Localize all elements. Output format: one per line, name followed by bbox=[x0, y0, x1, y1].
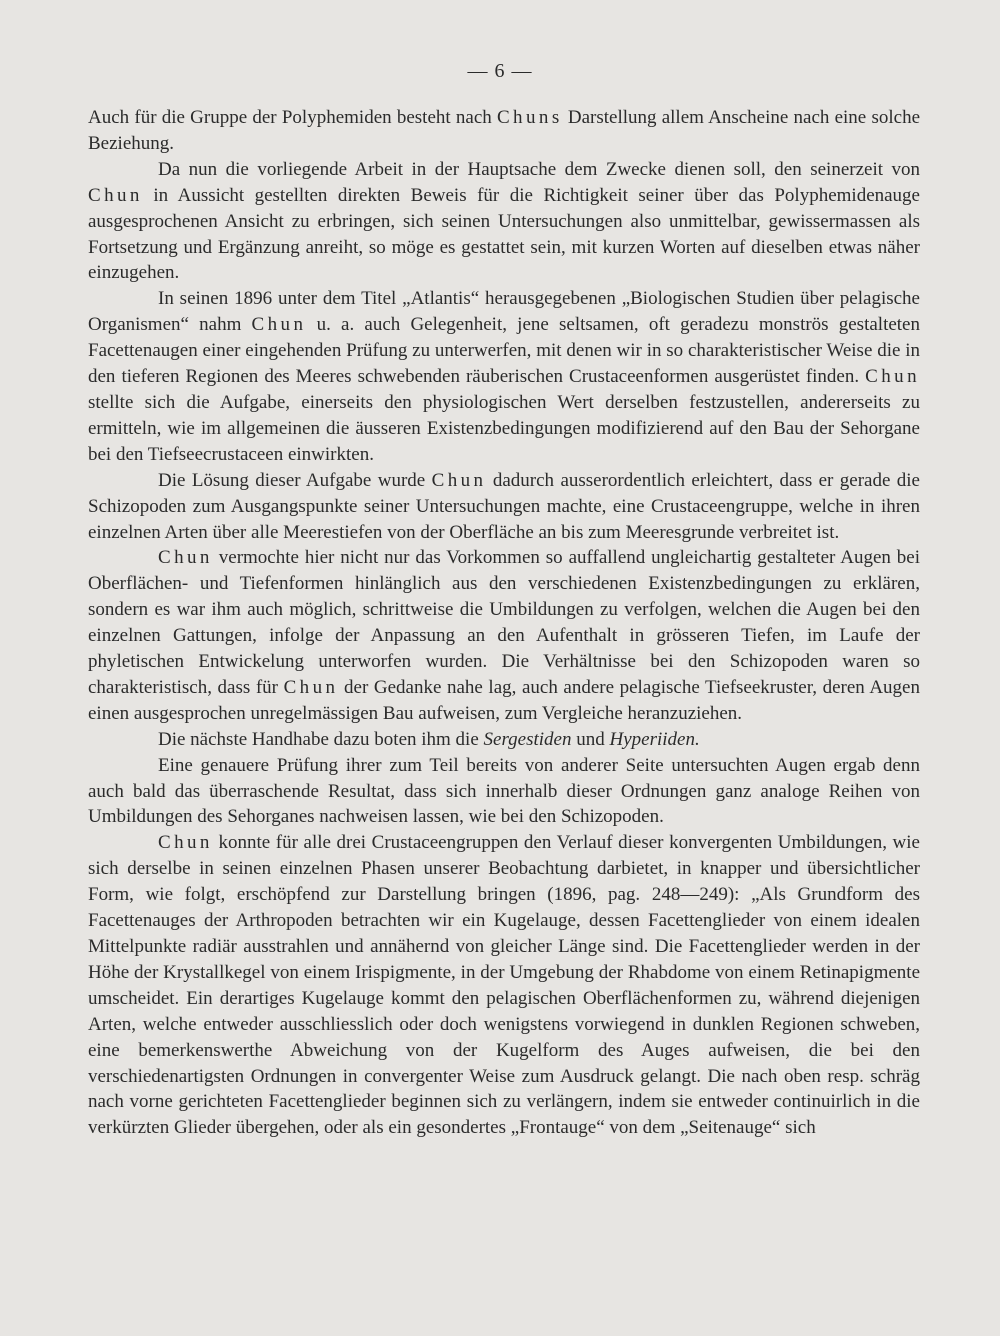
author-name: Chun bbox=[865, 366, 920, 388]
text-run: in Aussicht gestellten direkten Beweis für die Richtigkeit seiner über das Polyphemidenauge ausgesprochenen Ansicht zu erbringen, sich seinen Untersuchungen also unmittelbar, gewissermassen als Fortsetzung und Ergänzung anreiht, so möge es gestattet sein, mit kurzen Worten auf dieselben etwas näher einzugehen. bbox=[88, 184, 920, 284]
author-name: Chun bbox=[88, 184, 143, 206]
text-run: vermochte hier nicht nur das Vorkommen so auffallend ungleichartig gestalteter Augen bei Oberflächen- und Tiefenformen hinlänglich aus den verschiedenen Existenzbedingungen zu erklären, sondern es war ihm auch möglich, schrittweise die Umbildungen zu verfolgen, welchen die Augen bei den einzelnen Gattungen, infolge der Anpassung an den Aufenthalt in grösseren Tiefen, im Laufe der phyletischen Entwickelung unterworfen wurden. Die Verhältnisse bei den Schizopoden waren so charakteristisch, dass für bbox=[88, 547, 920, 698]
paragraph bbox=[88, 157, 920, 287]
paragraph bbox=[88, 545, 920, 726]
taxon-name: Sergestiden bbox=[483, 728, 572, 750]
text-run: Die nächste Handhabe dazu boten ihm die bbox=[158, 728, 484, 750]
text-run: Da nun die vorliegende Arbeit in der Hauptsache dem Zwecke dienen soll, den seinerzeit von bbox=[158, 158, 920, 180]
author-name: Chun bbox=[431, 469, 487, 491]
text-run: Eine genauere Prüfung ihrer zum Teil bereits von anderer Seite untersuchten Augen ergab denn auch bald das überraschende Resultat, dass sich innerhalb dieser Ordnungen ganz analoge Reihen von Umbildungen des Sehorganes nachweisen lassen, wie bei den Schizopoden. bbox=[88, 754, 920, 828]
text-run: Die Lösung dieser Aufgabe wurde bbox=[158, 469, 432, 491]
author-name: Chun bbox=[158, 832, 213, 854]
author-name: Chuns bbox=[496, 107, 563, 128]
author-name: Chun bbox=[251, 314, 307, 336]
text-run: stellte sich die Aufgabe, einerseits den physiologischen Wert derselben festzustellen, andererseits zu ermitteln, wie im allgemeinen die äusseren Existenzbedingungen modifizierend auf den Bau der Sehorgane bei den Tiefseecrustaceen einwirkten. bbox=[88, 391, 920, 465]
paragraph bbox=[88, 286, 920, 467]
text-run: In seinen 1896 unter dem Titel „Atlantis“ herausgegebenen „Biologischen Studien über pelagische Organismen“ nahm bbox=[88, 288, 920, 336]
author-name: Chun bbox=[158, 547, 213, 569]
text-run: Auch für die Gruppe der Polyphemiden besteht nach bbox=[88, 107, 497, 128]
taxon-name: Hyperiiden. bbox=[609, 728, 700, 750]
text-run: und bbox=[571, 728, 610, 750]
page-number: — 6 — bbox=[467, 60, 533, 82]
paragraph bbox=[88, 727, 920, 753]
paragraph bbox=[88, 105, 920, 157]
text-run: konnte für alle drei Crustaceengruppen den Verlauf dieser konvergenten Umbildungen, wie sich derselbe in seinen einzelnen Phasen unserer Beobachtung darbietet, in knapper und übersichtlicher Form, wie folgt, erschöpfend zur Darstellung bringen (1896, pag. 248—249): „Als Grundform des Facettenauges der Arthropoden betrachten wir ein Kugelauge, dessen Facettenglieder von einem idealen Mittelpunkte radiär ausstrahlen und annähernd von gleicher Länge sind. Die Facettenglieder werden in der Höhe der Krystallkegel von einem Irispigmente, in der Umgebung der Rhabdome von einem Retinapigmente umscheidet. Ein derartiges Kugelauge kommt den pelagischen Oberflächenformen zu, während diejenigen Arten, welche entweder ausschliesslich oder doch wenigstens vorwiegend in dunklen Regionen schweben, eine bemerkenswerthe Abweichung von der Kugelform des Auges aufweisen, die bei den verschiedenartigsten Ordnungen in convergenter Weise zum Ausdruck gelangt. Die nach oben resp. schräg nach vorne gerichteten Facettenglieder beginnen sich zu verlängern, indem sie entweder continuirlich in die verkürzten Glieder übergehen, oder als ein gesondertes „Frontauge“ von dem „Seitenauge“ sich bbox=[88, 832, 920, 1139]
text-run: u. a. auch Gelegenheit, jene seltsamen, oft geradezu monströs gestalteten Facettenaugen einer eingehenden Prüfung zu unterwerfen, mit denen wir in so charakteristischer Weise die in den tieferen Regionen des Meeres schwebenden räuberischen Crustaceenformen ausgerüstet finden. bbox=[88, 314, 920, 388]
paragraph bbox=[88, 830, 920, 1141]
paragraph bbox=[88, 468, 920, 546]
text-run: der Gedanke nahe lag, auch andere pelagische Tiefseekruster, deren Augen einen ausgesprochen unregelmässigen Bau aufweisen, zum Vergleiche heranzuziehen. bbox=[88, 676, 920, 724]
text-run: Darstellung allem Anscheine nach eine solche Beziehung. bbox=[88, 107, 920, 154]
author-name: Chun bbox=[283, 676, 339, 698]
text-run: dadurch ausserordentlich erleichtert, dass er gerade die Schizopoden zum Ausgangspunkte seiner Untersuchungen machte, eine Crustaceengruppe, welche in ihren einzelnen Arten über alle Meerestiefen von der Oberfläche an bis zum Meeresgrunde verbreitet ist. bbox=[88, 469, 920, 543]
paragraph bbox=[88, 753, 920, 831]
body-text bbox=[88, 105, 920, 1141]
